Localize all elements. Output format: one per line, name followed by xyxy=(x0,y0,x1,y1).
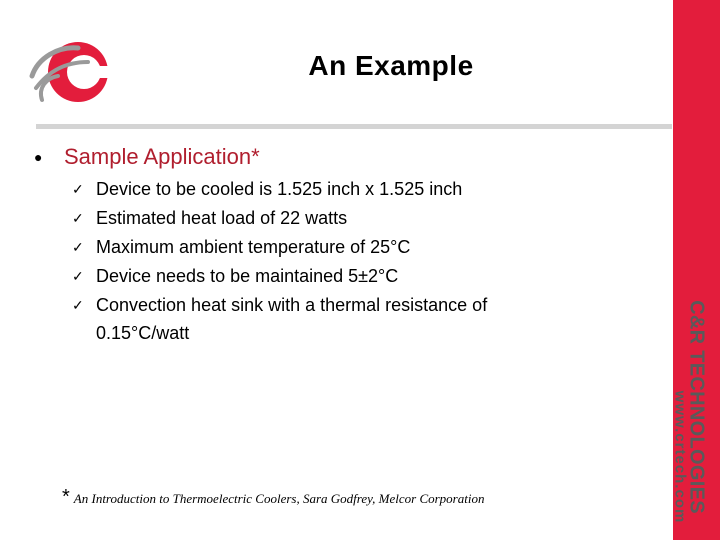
list-item-text: Estimated heat load of 22 watts xyxy=(96,208,348,228)
list-item xyxy=(72,175,542,204)
check-mark-icon: ✓ xyxy=(72,210,84,226)
round-bullet-icon: ● xyxy=(34,149,43,165)
title-divider xyxy=(36,124,672,129)
list-item-text: Convection heat sink with a thermal resistance of 0.15°C/watt xyxy=(96,295,488,343)
check-mark-icon: ✓ xyxy=(72,239,84,255)
list-item xyxy=(72,233,542,262)
check-mark-icon: ✓ xyxy=(72,181,84,197)
list-item-text: Device needs to be maintained 5±2°C xyxy=(96,266,399,286)
slide-title: An Example xyxy=(308,50,474,81)
list-item xyxy=(72,291,542,347)
check-mark-icon: ✓ xyxy=(72,268,84,284)
list-item-text: Maximum ambient temperature of 25°C xyxy=(96,237,411,257)
footnote-marker: * xyxy=(62,486,70,508)
list-item-text: Device to be cooled is 1.525 inch x 1.525 inch xyxy=(96,179,463,199)
check-mark-icon: ✓ xyxy=(72,297,84,313)
sidebar-brand-name: C&R TECHNOLOGIES xyxy=(685,300,708,514)
footnote-text: An Introduction to Thermoelectric Coolers, Sara Godfrey, Melcor Corporation xyxy=(73,491,485,506)
main-bullet-label: Sample Application* xyxy=(64,144,260,169)
list-item xyxy=(72,204,542,233)
sub-bullet-list xyxy=(72,175,542,347)
sidebar-url: www.crtech.com xyxy=(671,390,689,524)
list-item xyxy=(72,262,542,291)
footnote xyxy=(62,486,484,509)
